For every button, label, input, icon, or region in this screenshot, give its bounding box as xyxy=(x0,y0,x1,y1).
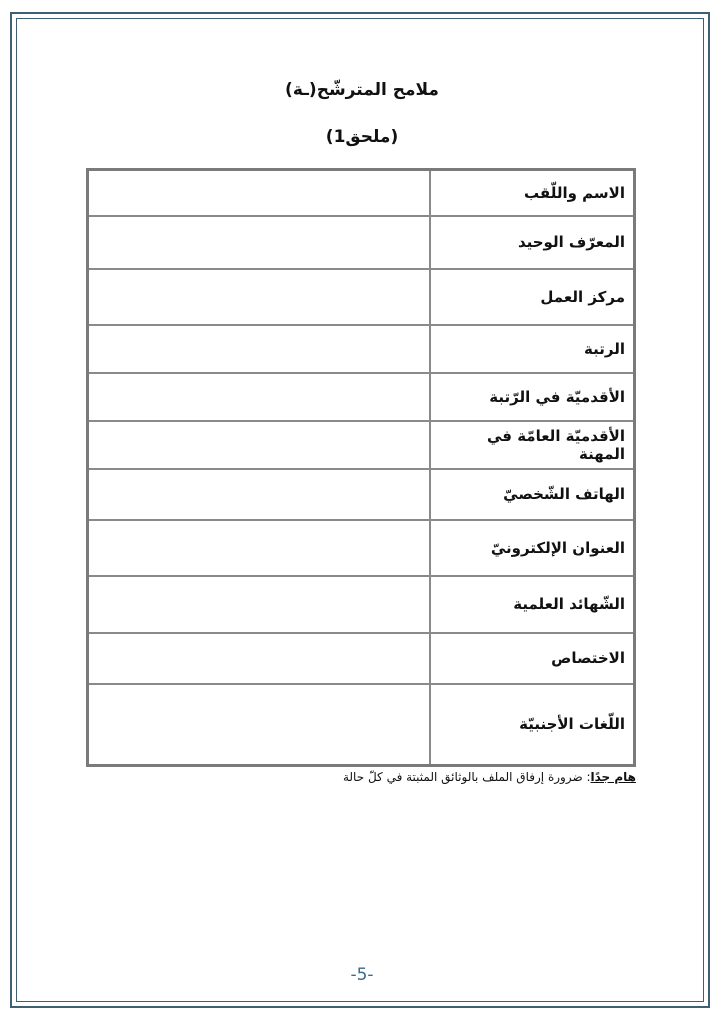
important-note-text: : ضرورة إرفاق الملف بالوثائق المثبتة في كلّ حالة xyxy=(342,770,591,784)
table-row xyxy=(88,469,635,520)
table-row xyxy=(88,421,635,469)
row-label-email: العنوان الإلكترونيّ xyxy=(430,520,634,576)
row-value-specialty[interactable] xyxy=(88,633,431,684)
row-value-general-seniority[interactable] xyxy=(88,421,431,469)
row-value-unique-id[interactable] xyxy=(88,216,431,269)
form-subtitle: (ملحق1) xyxy=(325,127,399,147)
row-label-name: الاسم واللّقب xyxy=(430,170,634,216)
table-row xyxy=(88,216,635,269)
page-number: -5- xyxy=(350,965,374,985)
row-label-languages: اللّغات الأجنبيّة xyxy=(430,684,634,766)
row-value-rank[interactable] xyxy=(88,325,431,373)
row-value-degrees[interactable] xyxy=(88,576,431,633)
row-label-seniority-rank: الأقدميّة في الرّتبة xyxy=(430,373,634,421)
row-label-degrees: الشّهائد العلمية xyxy=(430,576,634,633)
candidate-profile-table xyxy=(86,168,636,767)
row-label-phone: الهاتف الشّخصيّ xyxy=(430,469,634,520)
row-label-workplace: مركز العمل xyxy=(430,269,634,325)
table-row xyxy=(88,170,635,216)
table-row xyxy=(88,520,635,576)
table-row xyxy=(88,373,635,421)
table-row xyxy=(88,325,635,373)
row-label-rank: الرتبة xyxy=(430,325,634,373)
row-value-workplace[interactable] xyxy=(88,269,431,325)
row-value-languages[interactable] xyxy=(88,684,431,766)
important-note xyxy=(343,770,636,784)
row-label-unique-id: المعرّف الوحيد xyxy=(430,216,634,269)
row-label-general-seniority: الأقدميّة العامّة في المهنة xyxy=(430,421,634,469)
row-value-email[interactable] xyxy=(88,520,431,576)
form-title: ملامح المترشّح(ـة) xyxy=(285,80,439,100)
row-label-specialty: الاختصاص xyxy=(430,633,634,684)
important-note-label: هام جدًا xyxy=(590,770,636,784)
table-row xyxy=(88,269,635,325)
table-row xyxy=(88,633,635,684)
row-value-name[interactable] xyxy=(88,170,431,216)
row-value-seniority-rank[interactable] xyxy=(88,373,431,421)
table-row xyxy=(88,684,635,766)
row-value-phone[interactable] xyxy=(88,469,431,520)
table-row xyxy=(88,576,635,633)
